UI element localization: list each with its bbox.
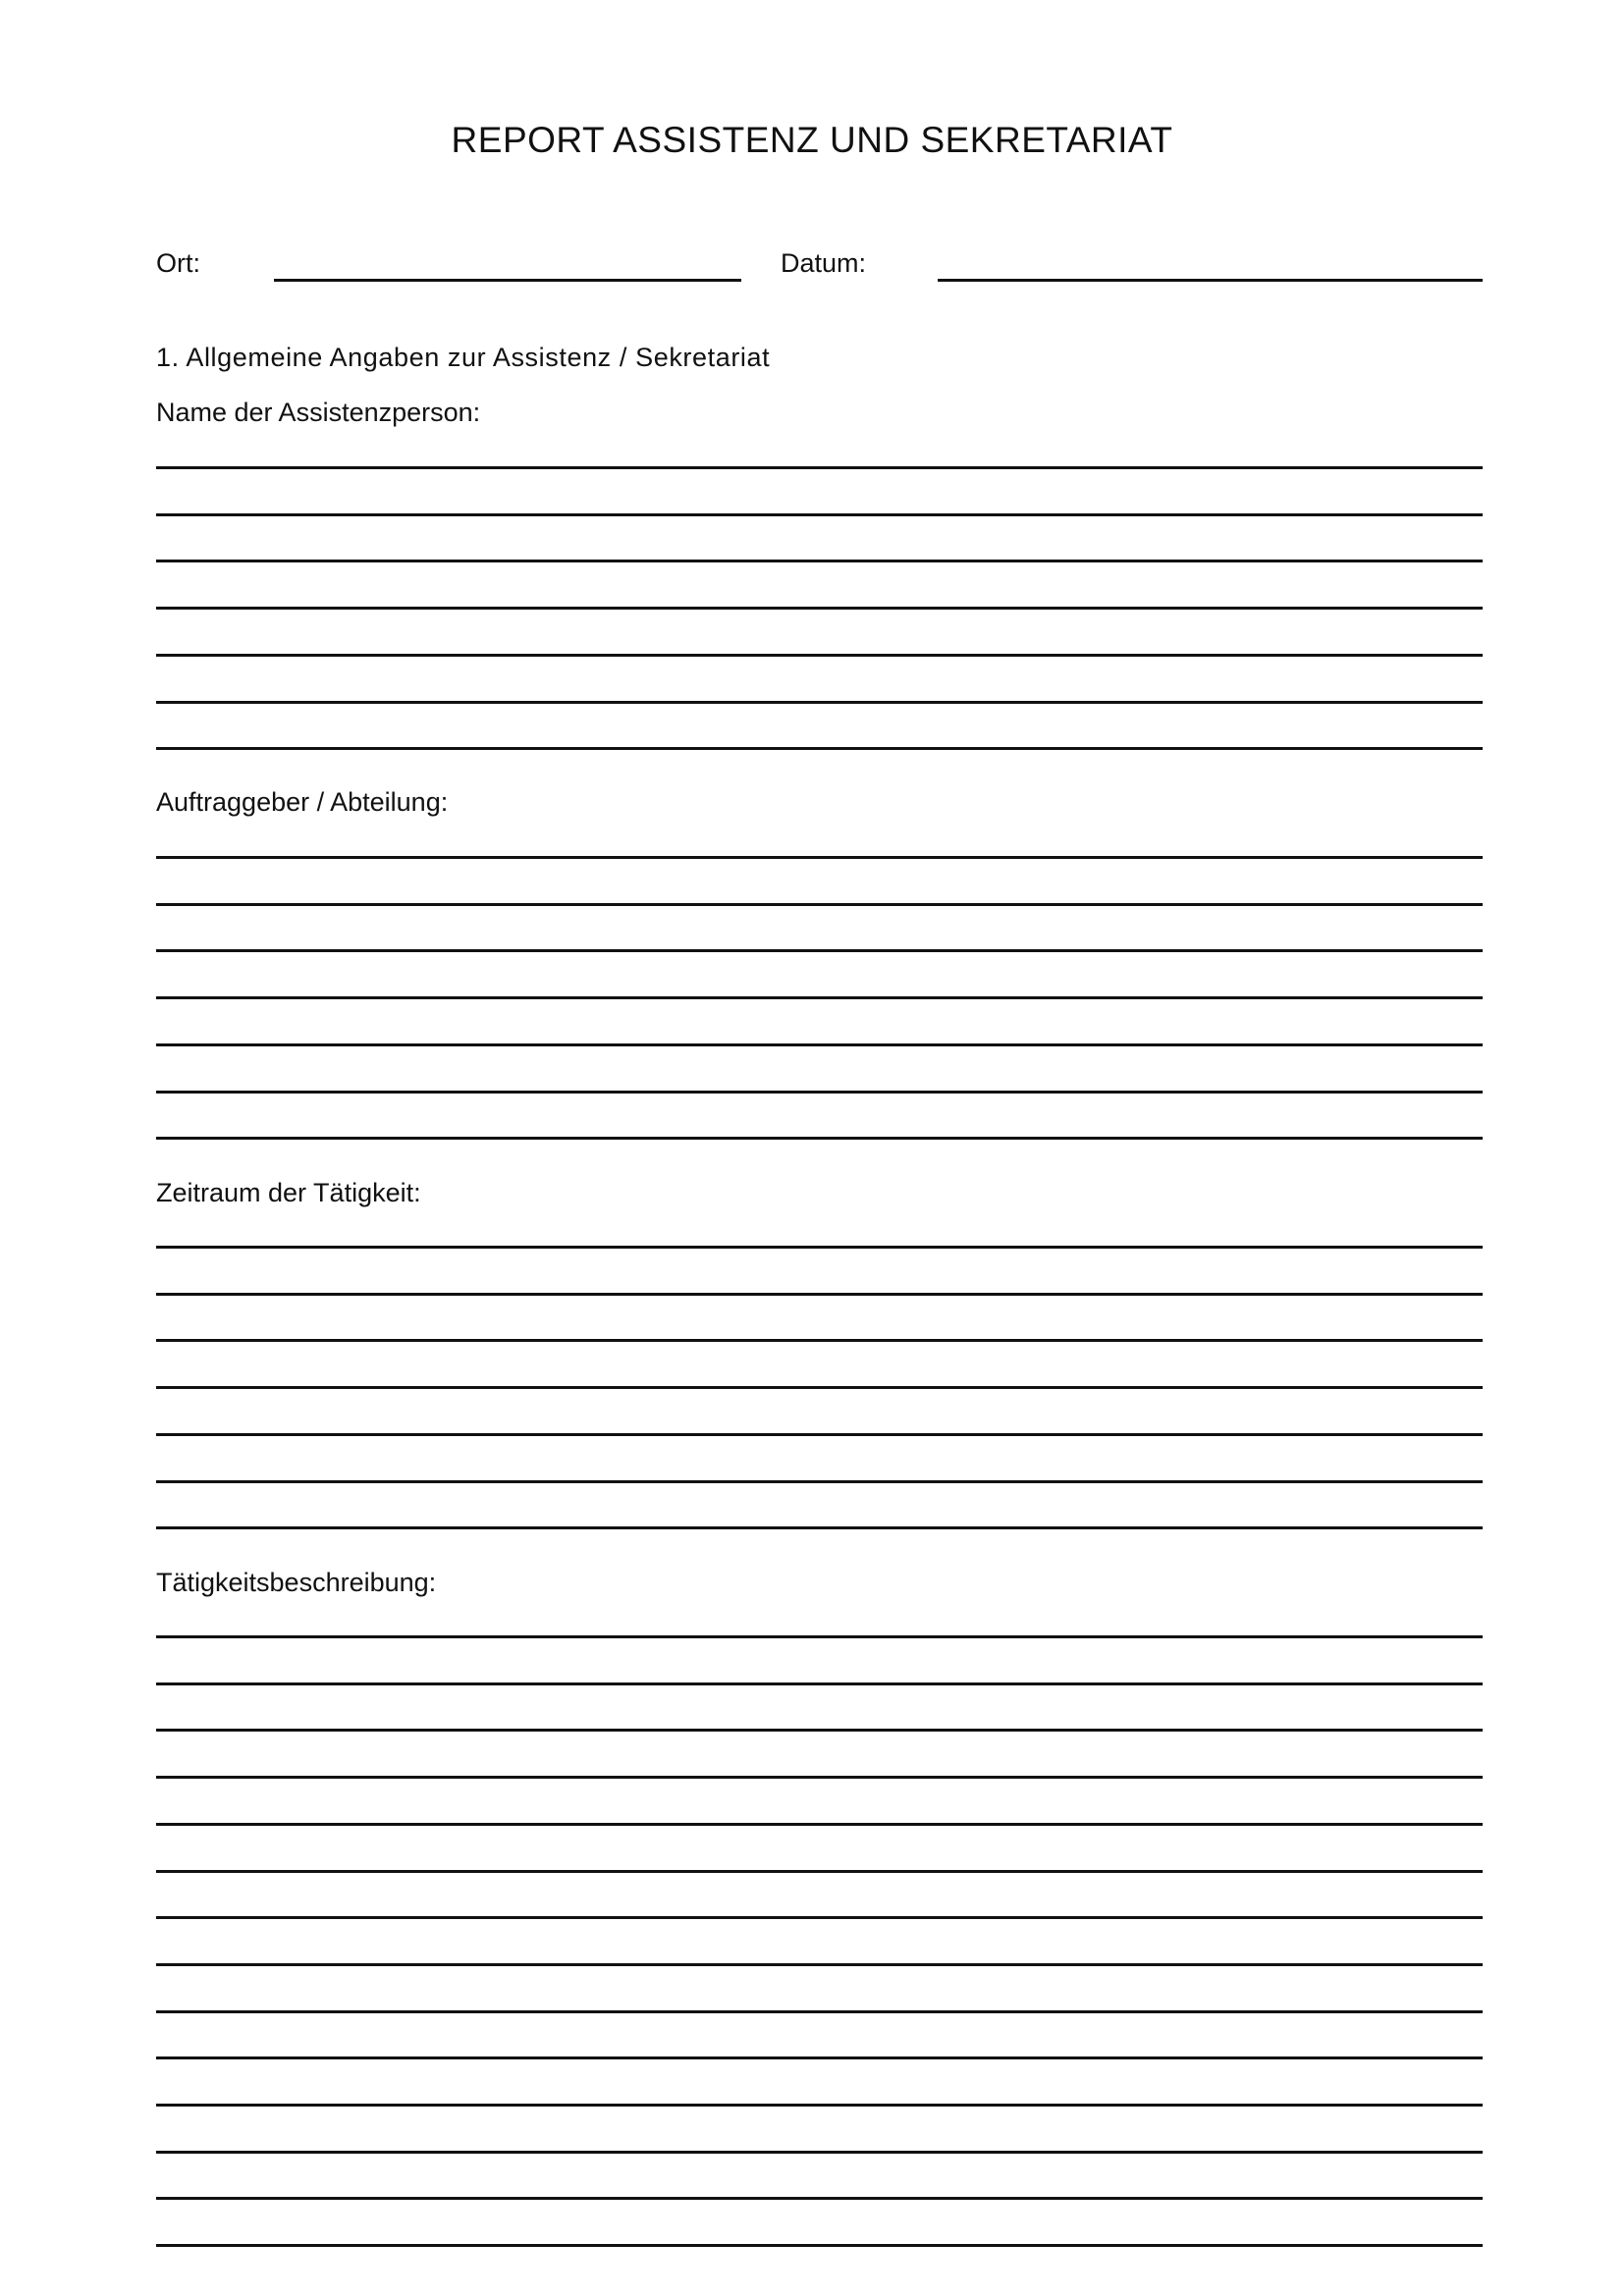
writing-line[interactable] xyxy=(156,1433,1483,1436)
writing-line[interactable] xyxy=(156,903,1483,906)
writing-line[interactable] xyxy=(156,1091,1483,1094)
writing-line[interactable] xyxy=(156,2104,1483,2107)
writing-line[interactable] xyxy=(156,1682,1483,1685)
writing-line[interactable] xyxy=(156,654,1483,657)
writing-line[interactable] xyxy=(156,2244,1483,2247)
writing-line[interactable] xyxy=(156,1916,1483,1919)
document-title: REPORT ASSISTENZ UND SEKRETARIAT xyxy=(451,120,1173,160)
ort-label: Ort: xyxy=(156,248,200,278)
writing-line[interactable] xyxy=(156,1823,1483,1826)
writing-line[interactable] xyxy=(156,1293,1483,1296)
writing-line[interactable] xyxy=(156,1963,1483,1966)
writing-line[interactable] xyxy=(156,1526,1483,1529)
writing-line[interactable] xyxy=(156,1043,1483,1046)
writing-line[interactable] xyxy=(156,607,1483,610)
writing-line[interactable] xyxy=(156,466,1483,469)
writing-line[interactable] xyxy=(156,1386,1483,1389)
writing-line[interactable] xyxy=(156,2056,1483,2059)
writing-line[interactable] xyxy=(156,747,1483,750)
writing-line[interactable] xyxy=(156,1729,1483,1732)
section-1-heading: 1. Allgemeine Angaben zur Assistenz / Sekretariat xyxy=(156,343,771,372)
field-label-zeitraum: Zeitraum der Tätigkeit: xyxy=(156,1178,421,1207)
writing-line[interactable] xyxy=(156,1339,1483,1342)
writing-line[interactable] xyxy=(156,996,1483,999)
write-area-assistenzperson[interactable] xyxy=(156,466,1483,750)
field-label-assistenzperson: Name der Assistenzperson: xyxy=(156,398,481,427)
write-area-auftraggeber[interactable] xyxy=(156,856,1483,1140)
writing-line[interactable] xyxy=(156,949,1483,952)
writing-line[interactable] xyxy=(156,1635,1483,1638)
write-area-taetigkeitsbeschreibung[interactable] xyxy=(156,1635,1483,2247)
writing-line[interactable] xyxy=(156,2197,1483,2200)
field-label-auftraggeber: Auftraggeber / Abteilung: xyxy=(156,787,449,817)
ort-input-line[interactable] xyxy=(274,279,741,282)
writing-line[interactable] xyxy=(156,2151,1483,2154)
write-area-zeitraum[interactable] xyxy=(156,1246,1483,1529)
writing-line[interactable] xyxy=(156,560,1483,562)
writing-line[interactable] xyxy=(156,1870,1483,1873)
writing-line[interactable] xyxy=(156,1776,1483,1779)
writing-line[interactable] xyxy=(156,701,1483,704)
writing-line[interactable] xyxy=(156,1137,1483,1140)
writing-line[interactable] xyxy=(156,1480,1483,1483)
writing-line[interactable] xyxy=(156,513,1483,516)
writing-line[interactable] xyxy=(156,1246,1483,1249)
writing-line[interactable] xyxy=(156,856,1483,859)
datum-label: Datum: xyxy=(781,248,867,278)
field-label-taetigkeitsbeschreibung: Tätigkeitsbeschreibung: xyxy=(156,1568,437,1597)
datum-input-line[interactable] xyxy=(938,279,1483,282)
writing-line[interactable] xyxy=(156,2010,1483,2013)
